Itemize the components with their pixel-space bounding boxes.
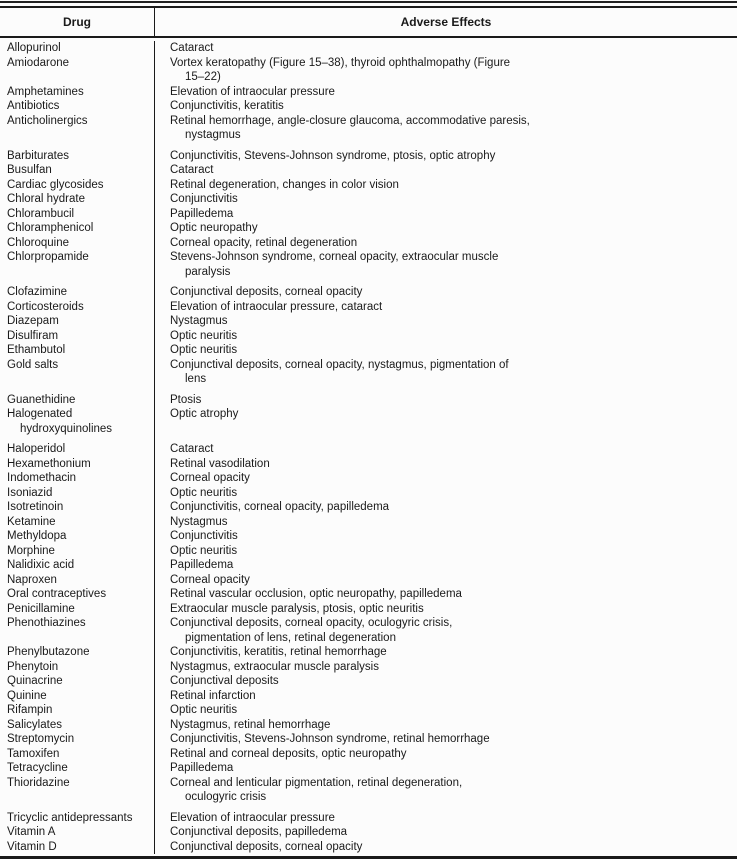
drug-cell bbox=[0, 236, 155, 251]
effects-cell bbox=[155, 587, 737, 602]
drug-cell bbox=[0, 114, 155, 149]
effects-cell bbox=[155, 660, 737, 675]
effects-text: Corneal opacity bbox=[170, 573, 250, 586]
drug-cell bbox=[0, 457, 155, 472]
drug-cell bbox=[0, 500, 155, 515]
drug-name: Phenylbutazone bbox=[7, 646, 90, 658]
drug-name: Chlorpropamide bbox=[7, 251, 89, 263]
effects-cell bbox=[155, 300, 737, 315]
effects-text: Retinal vascular occlusion, optic neuropathy, papilledema bbox=[170, 588, 462, 600]
drug-cell bbox=[0, 689, 155, 704]
effects-cell bbox=[155, 515, 737, 530]
effects-cell bbox=[155, 776, 737, 811]
drug-name: Disulfiram bbox=[7, 329, 59, 342]
effects-text: Papilledema bbox=[170, 207, 234, 220]
effects-cell bbox=[155, 500, 737, 515]
effects-text: Optic neuritis bbox=[170, 704, 238, 716]
drug-cell bbox=[0, 587, 155, 602]
drug-name: Cardiac glycosides bbox=[7, 178, 104, 191]
effects-cell bbox=[155, 41, 737, 56]
effects-cell bbox=[155, 149, 737, 164]
effects-cell bbox=[155, 56, 737, 85]
effects-cell bbox=[155, 192, 737, 207]
table-row bbox=[0, 486, 737, 501]
drug-name: Methyldopa bbox=[7, 530, 67, 542]
drug-cell bbox=[0, 811, 155, 826]
effects-cell bbox=[155, 471, 737, 486]
table-row bbox=[0, 573, 737, 588]
table-row bbox=[0, 442, 737, 457]
drug-name: Morphine bbox=[7, 544, 55, 557]
effects-text: Stevens-Johnson syndrome, corneal opacity, extraocular muscle bbox=[170, 251, 499, 263]
table-row bbox=[0, 500, 737, 515]
drug-cell bbox=[0, 840, 155, 855]
drug-cell bbox=[0, 56, 155, 85]
drug-name: Phenytoin bbox=[7, 660, 59, 673]
table-row bbox=[0, 761, 737, 776]
effects-cell bbox=[155, 645, 737, 660]
table-row bbox=[0, 544, 737, 559]
drug-adverse-effects-table-page bbox=[0, 1, 737, 859]
effects-text: Conjunctivitis, Stevens-Johnson syndrome, ptosis, optic atrophy bbox=[170, 149, 496, 162]
drug-name: Hexamethonium bbox=[7, 457, 91, 470]
column-header-drug bbox=[0, 8, 155, 36]
drug-cell bbox=[0, 747, 155, 762]
drug-cell bbox=[0, 393, 155, 408]
table-header-row bbox=[0, 8, 737, 38]
drug-cell bbox=[0, 718, 155, 733]
effects-cell bbox=[155, 285, 737, 300]
effects-text: Retinal vasodilation bbox=[170, 457, 270, 470]
effects-cell bbox=[155, 602, 737, 617]
table-row bbox=[0, 149, 737, 164]
drug-name: Penicillamine bbox=[7, 602, 75, 615]
drug-name: Tetracycline bbox=[7, 762, 68, 774]
effects-cell bbox=[155, 616, 737, 645]
table-row bbox=[0, 407, 737, 442]
effects-text: Nystagmus bbox=[170, 315, 228, 327]
effects-cell bbox=[155, 457, 737, 472]
drug-cell bbox=[0, 471, 155, 486]
drug-name: Haloperidol bbox=[7, 443, 66, 455]
table-row bbox=[0, 85, 737, 100]
table-row bbox=[0, 674, 737, 689]
table-row bbox=[0, 329, 737, 344]
effects-text: Ptosis bbox=[170, 393, 202, 406]
table-row bbox=[0, 747, 737, 762]
effects-text: Conjunctival deposits bbox=[170, 675, 279, 687]
table-row bbox=[0, 471, 737, 486]
effects-text-continuation: 15–22) bbox=[185, 71, 221, 83]
effects-text: Corneal opacity bbox=[170, 472, 250, 484]
effects-cell bbox=[155, 178, 737, 193]
effects-cell bbox=[155, 486, 737, 501]
table-row bbox=[0, 529, 737, 544]
effects-cell bbox=[155, 221, 737, 236]
effects-text: Optic neuropathy bbox=[170, 222, 258, 234]
effects-cell bbox=[155, 573, 737, 588]
effects-text: Elevation of intraocular pressure bbox=[170, 85, 335, 98]
table-row bbox=[0, 825, 737, 840]
effects-text: Optic atrophy bbox=[170, 408, 239, 420]
table-row bbox=[0, 41, 737, 56]
drug-cell bbox=[0, 645, 155, 660]
drug-cell bbox=[0, 343, 155, 358]
effects-text: Elevation of intraocular pressure bbox=[170, 811, 335, 824]
drug-name: Halogenated bbox=[7, 408, 73, 420]
drug-cell bbox=[0, 163, 155, 178]
drug-cell bbox=[0, 602, 155, 617]
drug-cell bbox=[0, 515, 155, 530]
drug-name: Allopurinol bbox=[7, 42, 61, 54]
effects-text: Nystagmus bbox=[170, 515, 228, 528]
effects-cell bbox=[155, 407, 737, 442]
effects-cell bbox=[155, 236, 737, 251]
drug-name: Phenothiazines bbox=[7, 617, 86, 629]
drug-cell bbox=[0, 544, 155, 559]
drug-cell bbox=[0, 358, 155, 393]
table-row bbox=[0, 192, 737, 207]
table-row bbox=[0, 811, 737, 826]
effects-cell bbox=[155, 544, 737, 559]
drug-name: Vitamin A bbox=[7, 826, 56, 838]
drug-cell bbox=[0, 149, 155, 164]
drug-name: Salicylates bbox=[7, 718, 62, 731]
effects-text: Conjunctival deposits, corneal opacity, oculogyric crisis, bbox=[170, 617, 453, 629]
drug-name: Amphetamines bbox=[7, 85, 84, 98]
drug-name: Antibiotics bbox=[7, 100, 60, 112]
drug-cell bbox=[0, 221, 155, 236]
table-row bbox=[0, 703, 737, 718]
drug-cell bbox=[0, 703, 155, 718]
effects-text: Conjunctival deposits, papilledema bbox=[170, 826, 348, 838]
effects-cell bbox=[155, 442, 737, 457]
effects-text: Optic neuritis bbox=[170, 344, 238, 356]
effects-text: Conjunctivitis, keratitis bbox=[170, 100, 284, 112]
table-row bbox=[0, 221, 737, 236]
drug-name-continuation: hydroxyquinolines bbox=[20, 422, 113, 435]
effects-cell bbox=[155, 747, 737, 762]
table-row bbox=[0, 358, 737, 393]
table-row bbox=[0, 163, 737, 178]
drug-name: Thioridazine bbox=[7, 776, 70, 789]
table-row bbox=[0, 178, 737, 193]
drug-name: Chlorambucil bbox=[7, 207, 75, 220]
table-row bbox=[0, 99, 737, 114]
table-row bbox=[0, 732, 737, 747]
drug-name: Busulfan bbox=[7, 164, 52, 176]
drug-cell bbox=[0, 825, 155, 840]
drug-name: Amiodarone bbox=[7, 56, 70, 69]
effects-cell bbox=[155, 85, 737, 100]
drug-name: Chloral hydrate bbox=[7, 193, 85, 205]
drug-cell bbox=[0, 85, 155, 100]
drug-cell bbox=[0, 486, 155, 501]
drug-cell bbox=[0, 573, 155, 588]
effects-cell bbox=[155, 329, 737, 344]
drug-cell bbox=[0, 250, 155, 285]
table-row bbox=[0, 236, 737, 251]
effects-text: Vortex keratopathy (Figure 15–38), thyroid ophthalmopathy (Figure bbox=[170, 56, 511, 69]
table-body bbox=[0, 38, 737, 854]
column-header-adverse-effects-label: Adverse Effects bbox=[400, 15, 492, 29]
table-row bbox=[0, 314, 737, 329]
drug-name: Barbiturates bbox=[7, 149, 70, 162]
effects-text: Corneal and lenticular pigmentation, retinal degeneration, bbox=[170, 776, 463, 789]
table-row bbox=[0, 114, 737, 149]
effects-text: Retinal infarction bbox=[170, 689, 256, 702]
effects-cell bbox=[155, 732, 737, 747]
effects-cell bbox=[155, 207, 737, 222]
effects-text: Conjunctivitis bbox=[170, 530, 238, 542]
drug-cell bbox=[0, 192, 155, 207]
effects-text: Cataract bbox=[170, 42, 214, 54]
drug-cell bbox=[0, 674, 155, 689]
table-row bbox=[0, 393, 737, 408]
drug-name: Naproxen bbox=[7, 573, 57, 586]
drug-name: Gold salts bbox=[7, 358, 59, 371]
effects-text: Conjunctivitis, keratitis, retinal hemorrhage bbox=[170, 646, 387, 658]
drug-name: Rifampin bbox=[7, 704, 53, 716]
table-row bbox=[0, 515, 737, 530]
effects-cell bbox=[155, 840, 737, 855]
drug-name: Chloramphenicol bbox=[7, 222, 94, 234]
effects-text: Retinal hemorrhage, angle-closure glaucoma, accommodative paresis, bbox=[170, 114, 530, 127]
effects-text: Elevation of intraocular pressure, cataract bbox=[170, 300, 383, 313]
effects-cell bbox=[155, 674, 737, 689]
drug-name: Nalidixic acid bbox=[7, 559, 75, 571]
drug-cell bbox=[0, 660, 155, 675]
effects-text: Retinal degeneration, changes in color vision bbox=[170, 178, 399, 191]
drug-cell bbox=[0, 776, 155, 811]
effects-cell bbox=[155, 529, 737, 544]
effects-cell bbox=[155, 343, 737, 358]
effects-cell bbox=[155, 718, 737, 733]
effects-cell bbox=[155, 811, 737, 826]
drug-name: Isoniazid bbox=[7, 486, 53, 499]
drug-name: Guanethidine bbox=[7, 393, 76, 406]
table-row bbox=[0, 645, 737, 660]
effects-cell bbox=[155, 163, 737, 178]
drug-cell bbox=[0, 207, 155, 222]
drug-name: Ketamine bbox=[7, 515, 56, 528]
column-header-adverse-effects bbox=[155, 15, 737, 29]
effects-text: Cataract bbox=[170, 164, 214, 176]
table-row bbox=[0, 207, 737, 222]
table-row bbox=[0, 300, 737, 315]
table-row bbox=[0, 457, 737, 472]
effects-text-continuation: paralysis bbox=[185, 265, 231, 278]
effects-cell bbox=[155, 99, 737, 114]
drug-name: Tamoxifen bbox=[7, 747, 60, 760]
drug-cell bbox=[0, 616, 155, 645]
effects-text-continuation: pigmentation of lens, retinal degeneration bbox=[185, 631, 396, 644]
drug-cell bbox=[0, 558, 155, 573]
effects-text-continuation: lens bbox=[185, 373, 207, 385]
drug-cell bbox=[0, 407, 155, 442]
table-row bbox=[0, 285, 737, 300]
effects-text: Optic neuritis bbox=[170, 329, 238, 342]
drug-cell bbox=[0, 329, 155, 344]
effects-cell bbox=[155, 825, 737, 840]
effects-text: Conjunctival deposits, corneal opacity bbox=[170, 840, 363, 853]
drug-cell bbox=[0, 99, 155, 114]
drug-name: Tricyclic antidepressants bbox=[7, 811, 133, 824]
table-row bbox=[0, 718, 737, 733]
column-header-drug-label: Drug bbox=[63, 15, 91, 29]
effects-text: Conjunctivitis bbox=[170, 193, 238, 205]
table-row bbox=[0, 689, 737, 704]
drug-name: Oral contraceptives bbox=[7, 588, 107, 600]
effects-text: Corneal opacity, retinal degeneration bbox=[170, 236, 358, 249]
effects-cell bbox=[155, 114, 737, 149]
drug-name: Isotretinoin bbox=[7, 501, 64, 513]
drug-name: Diazepam bbox=[7, 315, 59, 327]
effects-cell bbox=[155, 558, 737, 573]
drug-name: Anticholinergics bbox=[7, 114, 88, 127]
drug-cell bbox=[0, 178, 155, 193]
table-row bbox=[0, 840, 737, 855]
effects-text: Optic neuritis bbox=[170, 486, 238, 499]
table-row bbox=[0, 343, 737, 358]
table-row bbox=[0, 250, 737, 285]
drug-cell bbox=[0, 314, 155, 329]
drug-name: Chloroquine bbox=[7, 236, 70, 249]
drug-name: Vitamin D bbox=[7, 840, 57, 853]
effects-text: Conjunctivitis, corneal opacity, papilledema bbox=[170, 501, 390, 513]
drug-cell bbox=[0, 529, 155, 544]
drug-cell bbox=[0, 285, 155, 300]
effects-text-continuation: oculogyric crisis bbox=[185, 791, 267, 803]
effects-text-continuation: nystagmus bbox=[185, 129, 241, 141]
effects-cell bbox=[155, 761, 737, 776]
drug-name: Indomethacin bbox=[7, 472, 77, 484]
effects-text: Conjunctivitis, Stevens-Johnson syndrome, retinal hemorrhage bbox=[170, 733, 490, 745]
effects-cell bbox=[155, 689, 737, 704]
effects-text: Retinal and corneal deposits, optic neuropathy bbox=[170, 747, 407, 760]
drug-cell bbox=[0, 761, 155, 776]
table-row bbox=[0, 56, 737, 85]
table-row bbox=[0, 776, 737, 811]
drug-name: Quinacrine bbox=[7, 675, 63, 687]
effects-cell bbox=[155, 314, 737, 329]
drug-name: Corticosteroids bbox=[7, 300, 84, 313]
drug-cell bbox=[0, 41, 155, 56]
effects-text: Conjunctival deposits, corneal opacity, nystagmus, pigmentation of bbox=[170, 358, 509, 371]
effects-cell bbox=[155, 393, 737, 408]
drug-name: Streptomycin bbox=[7, 733, 75, 745]
effects-cell bbox=[155, 703, 737, 718]
effects-text: Nystagmus, retinal hemorrhage bbox=[170, 718, 331, 731]
effects-text: Papilledema bbox=[170, 559, 234, 571]
effects-text: Cataract bbox=[170, 443, 214, 455]
effects-text: Conjunctival deposits, corneal opacity bbox=[170, 286, 363, 298]
table-row bbox=[0, 587, 737, 602]
drug-cell bbox=[0, 442, 155, 457]
table-row bbox=[0, 602, 737, 617]
drug-name: Quinine bbox=[7, 689, 47, 702]
drug-cell bbox=[0, 300, 155, 315]
effects-cell bbox=[155, 250, 737, 285]
effects-text: Optic neuritis bbox=[170, 544, 238, 557]
drug-name: Clofazimine bbox=[7, 286, 68, 298]
effects-cell bbox=[155, 358, 737, 393]
table-row bbox=[0, 660, 737, 675]
effects-text: Extraocular muscle paralysis, ptosis, optic neuritis bbox=[170, 602, 424, 615]
drug-name: Ethambutol bbox=[7, 344, 66, 356]
drug-cell bbox=[0, 732, 155, 747]
table-row bbox=[0, 558, 737, 573]
effects-text: Papilledema bbox=[170, 762, 234, 774]
effects-text: Nystagmus, extraocular muscle paralysis bbox=[170, 660, 379, 673]
table-row bbox=[0, 616, 737, 645]
